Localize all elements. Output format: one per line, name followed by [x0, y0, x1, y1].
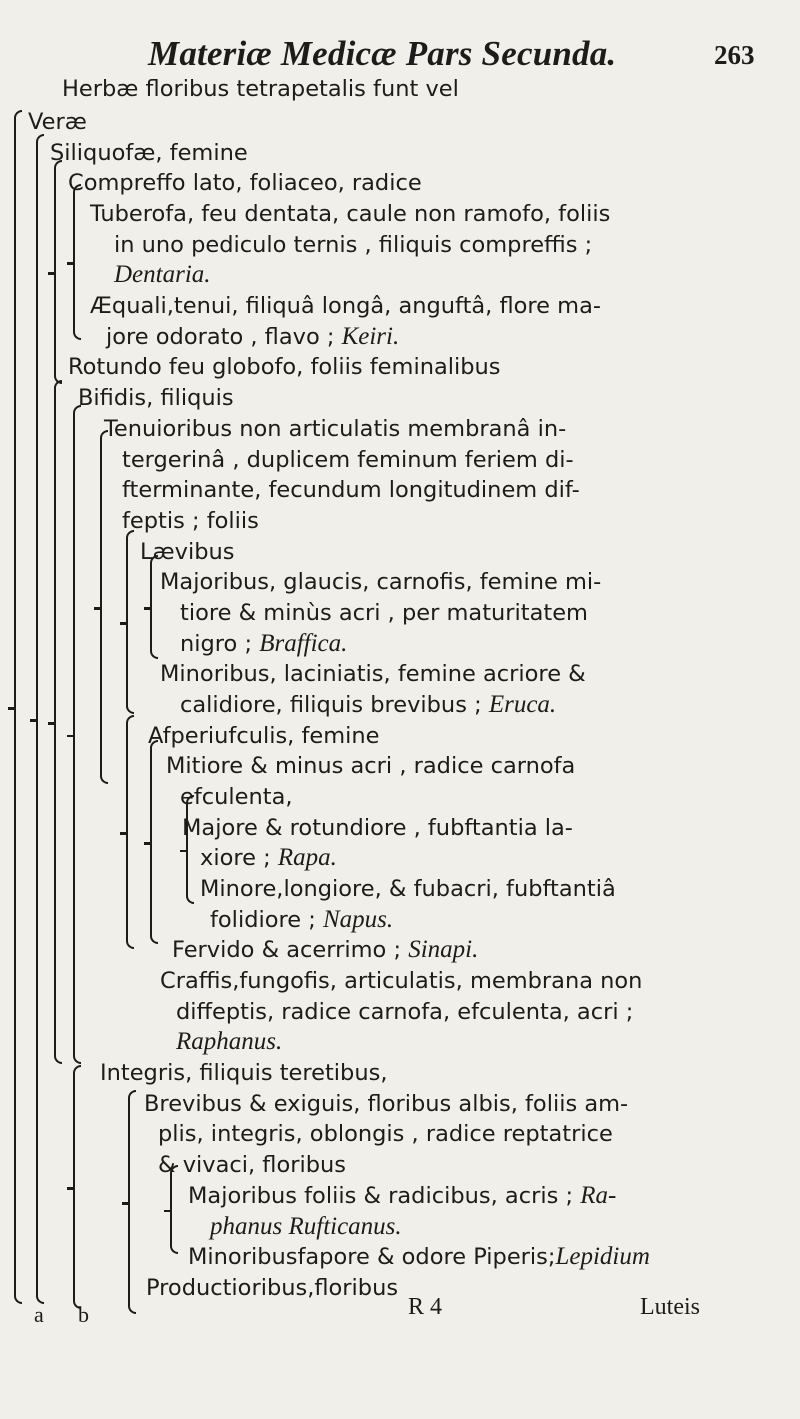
- line-roman-text: Minore,longiore, & fubacri, fubftantiâ: [200, 876, 616, 902]
- margin-letter-a: a: [34, 1302, 44, 1327]
- text-line: [210, 1214, 402, 1239]
- text-line: [68, 170, 422, 195]
- line-roman-text: Fervido & acerrimo ;: [172, 937, 409, 963]
- line-roman-text: Bifidis, filiquis: [78, 385, 234, 411]
- line-roman-text: Productioribus,floribus: [146, 1275, 399, 1301]
- bracket-siliquosae: [36, 134, 44, 1304]
- text-line: [180, 631, 347, 656]
- bracket-laevibus: [126, 530, 134, 714]
- line-roman-text: in uno pediculo ternis , filiquis compreffis ;: [114, 232, 593, 258]
- bracket-majoribus: [150, 555, 158, 659]
- running-title: Materiæ Medicæ Pars Secunda.: [148, 34, 617, 73]
- text-line: [122, 477, 580, 502]
- line-roman-text: folidiore ;: [210, 907, 323, 933]
- text-line: [160, 569, 601, 594]
- text-line: [100, 1060, 387, 1085]
- page-number: 263: [714, 40, 755, 70]
- text-line: [182, 815, 573, 840]
- text-line: [176, 999, 633, 1024]
- line-roman-text: Brevibus & exiguis, floribus albis, foliis am-: [144, 1091, 629, 1117]
- line-roman-text: Majore & rotundiore , fubftantia la-: [182, 815, 573, 841]
- line-roman-text: Compreffo lato, foliaceo, radice: [68, 170, 422, 196]
- signature-mark: R 4: [408, 1294, 443, 1320]
- text-line: [160, 661, 586, 686]
- line-roman-text: Siliquofæ, femine: [50, 140, 248, 166]
- margin-letter-b: b: [78, 1302, 89, 1327]
- line-roman-text: Tenuioribus non articulatis membranâ in-: [104, 416, 567, 442]
- line-italic-name: Sinapi.: [408, 936, 479, 963]
- text-line: [146, 1275, 398, 1300]
- line-roman-text: tergerinâ , duplicem feminum feriem di-: [122, 447, 574, 473]
- line-roman-text: Veræ: [28, 109, 87, 135]
- bracket-mitiore: [150, 740, 158, 944]
- text-line: [180, 784, 293, 809]
- line-roman-text: xiore ;: [200, 845, 278, 871]
- bracket-tuberosa: [73, 184, 81, 340]
- line-italic-name: Rapa.: [277, 844, 337, 871]
- text-line: [140, 539, 234, 564]
- line-roman-text: nigro ;: [180, 631, 260, 657]
- text-line: [90, 201, 610, 226]
- text-line: [122, 447, 574, 472]
- line-roman-text: tiore & minùs acri , per maturitatem: [180, 600, 588, 626]
- text-line: [160, 968, 642, 993]
- line-italic-name: phanus Rufticanus.: [210, 1213, 402, 1240]
- line-roman-text: Tuberofa, feu dentata, caule non ramofo, foliis: [90, 201, 611, 227]
- bracket-rotundo: [54, 380, 62, 1064]
- text-line: [68, 354, 501, 379]
- text-line: [176, 1029, 282, 1054]
- bracket-majore: [186, 795, 194, 904]
- line-roman-text: & vivaci, floribus: [158, 1152, 346, 1178]
- line-roman-text: feptis ; foliis: [122, 508, 259, 534]
- line-roman-text: jore odorato , flavo ;: [106, 324, 342, 350]
- text-line: [172, 937, 478, 962]
- bracket-integris: [73, 1065, 81, 1309]
- line-roman-text: efculenta,: [180, 784, 293, 810]
- line-italic-name: Dentaria.: [114, 261, 211, 288]
- line-roman-text: diffeptis, radice carnofa, efculenta, acri ;: [176, 999, 634, 1025]
- text-line: [166, 753, 575, 778]
- bracket-compresso: [54, 160, 62, 384]
- text-line: [114, 232, 592, 257]
- line-italic-name: Ra-: [580, 1182, 617, 1209]
- bracket-brevibus: [128, 1090, 136, 1314]
- bracket-bifidis: [73, 405, 81, 1064]
- text-line: [122, 508, 259, 533]
- line-italic-name: Lepidium: [555, 1243, 650, 1270]
- line-roman-text: Æquali,tenui, filiquâ longâ, anguftâ, flore ma-: [90, 293, 601, 319]
- catchword: Luteis: [640, 1294, 700, 1320]
- line-italic-name: Keiri.: [341, 323, 400, 350]
- line-roman-text: Rotundo feu globofo, foliis feminalibus: [68, 354, 501, 380]
- line-roman-text: fterminante, fecundum longitudinem dif-: [122, 477, 580, 503]
- line-roman-text: Integris, filiquis teretibus,: [100, 1060, 388, 1086]
- line-italic-name: Braffica.: [259, 630, 348, 657]
- line-italic-name: Eruca.: [488, 691, 557, 718]
- bracket-veraeo: [14, 110, 22, 1304]
- text-line: [200, 845, 337, 870]
- text-line: [78, 385, 234, 410]
- line-italic-name: Napus.: [322, 906, 394, 933]
- text-line: [148, 723, 380, 748]
- text-line: [144, 1091, 628, 1116]
- line-roman-text: Minoribus, laciniatis, femine acriore &: [160, 661, 586, 687]
- line-roman-text: Majoribus foliis & radicibus, acris ;: [188, 1183, 581, 1209]
- text-line: [158, 1152, 346, 1177]
- line-roman-text: calidiore, filiquis brevibus ;: [180, 692, 489, 718]
- text-line: [50, 140, 248, 165]
- line-roman-text: Minoribusfapore & odore Piperis;: [188, 1244, 556, 1270]
- bracket-floribus: [170, 1165, 178, 1254]
- line-roman-text: Herbæ floribus tetrapetalis funt vel: [62, 76, 459, 102]
- line-roman-text: Majoribus, glaucis, carnofis, femine mi-: [160, 569, 602, 595]
- text-line: [180, 600, 588, 625]
- text-line: [180, 692, 556, 717]
- line-roman-text: Craffis,fungofis, articulatis, membrana non: [160, 968, 643, 994]
- line-roman-text: Mitiore & minus acri , radice carnofa: [166, 753, 576, 779]
- text-line: [210, 907, 393, 932]
- text-line: [188, 1183, 616, 1208]
- text-line: [188, 1244, 650, 1269]
- line-roman-text: Lævibus: [140, 539, 235, 565]
- text-line: [90, 293, 601, 318]
- bracket-asperiusculis: [126, 715, 134, 949]
- line-roman-text: Afperiufculis, femine: [148, 723, 380, 749]
- text-line: [28, 109, 87, 134]
- text-line: [114, 262, 211, 287]
- text-line: [200, 876, 616, 901]
- bracket-tenuioribus: [100, 430, 108, 784]
- text-line: [104, 416, 566, 441]
- line-italic-name: Raphanus.: [176, 1028, 283, 1055]
- text-line: [62, 76, 459, 101]
- text-line: [158, 1121, 613, 1146]
- text-line: [106, 324, 399, 349]
- line-roman-text: plis, integris, oblongis , radice reptatrice: [158, 1121, 613, 1147]
